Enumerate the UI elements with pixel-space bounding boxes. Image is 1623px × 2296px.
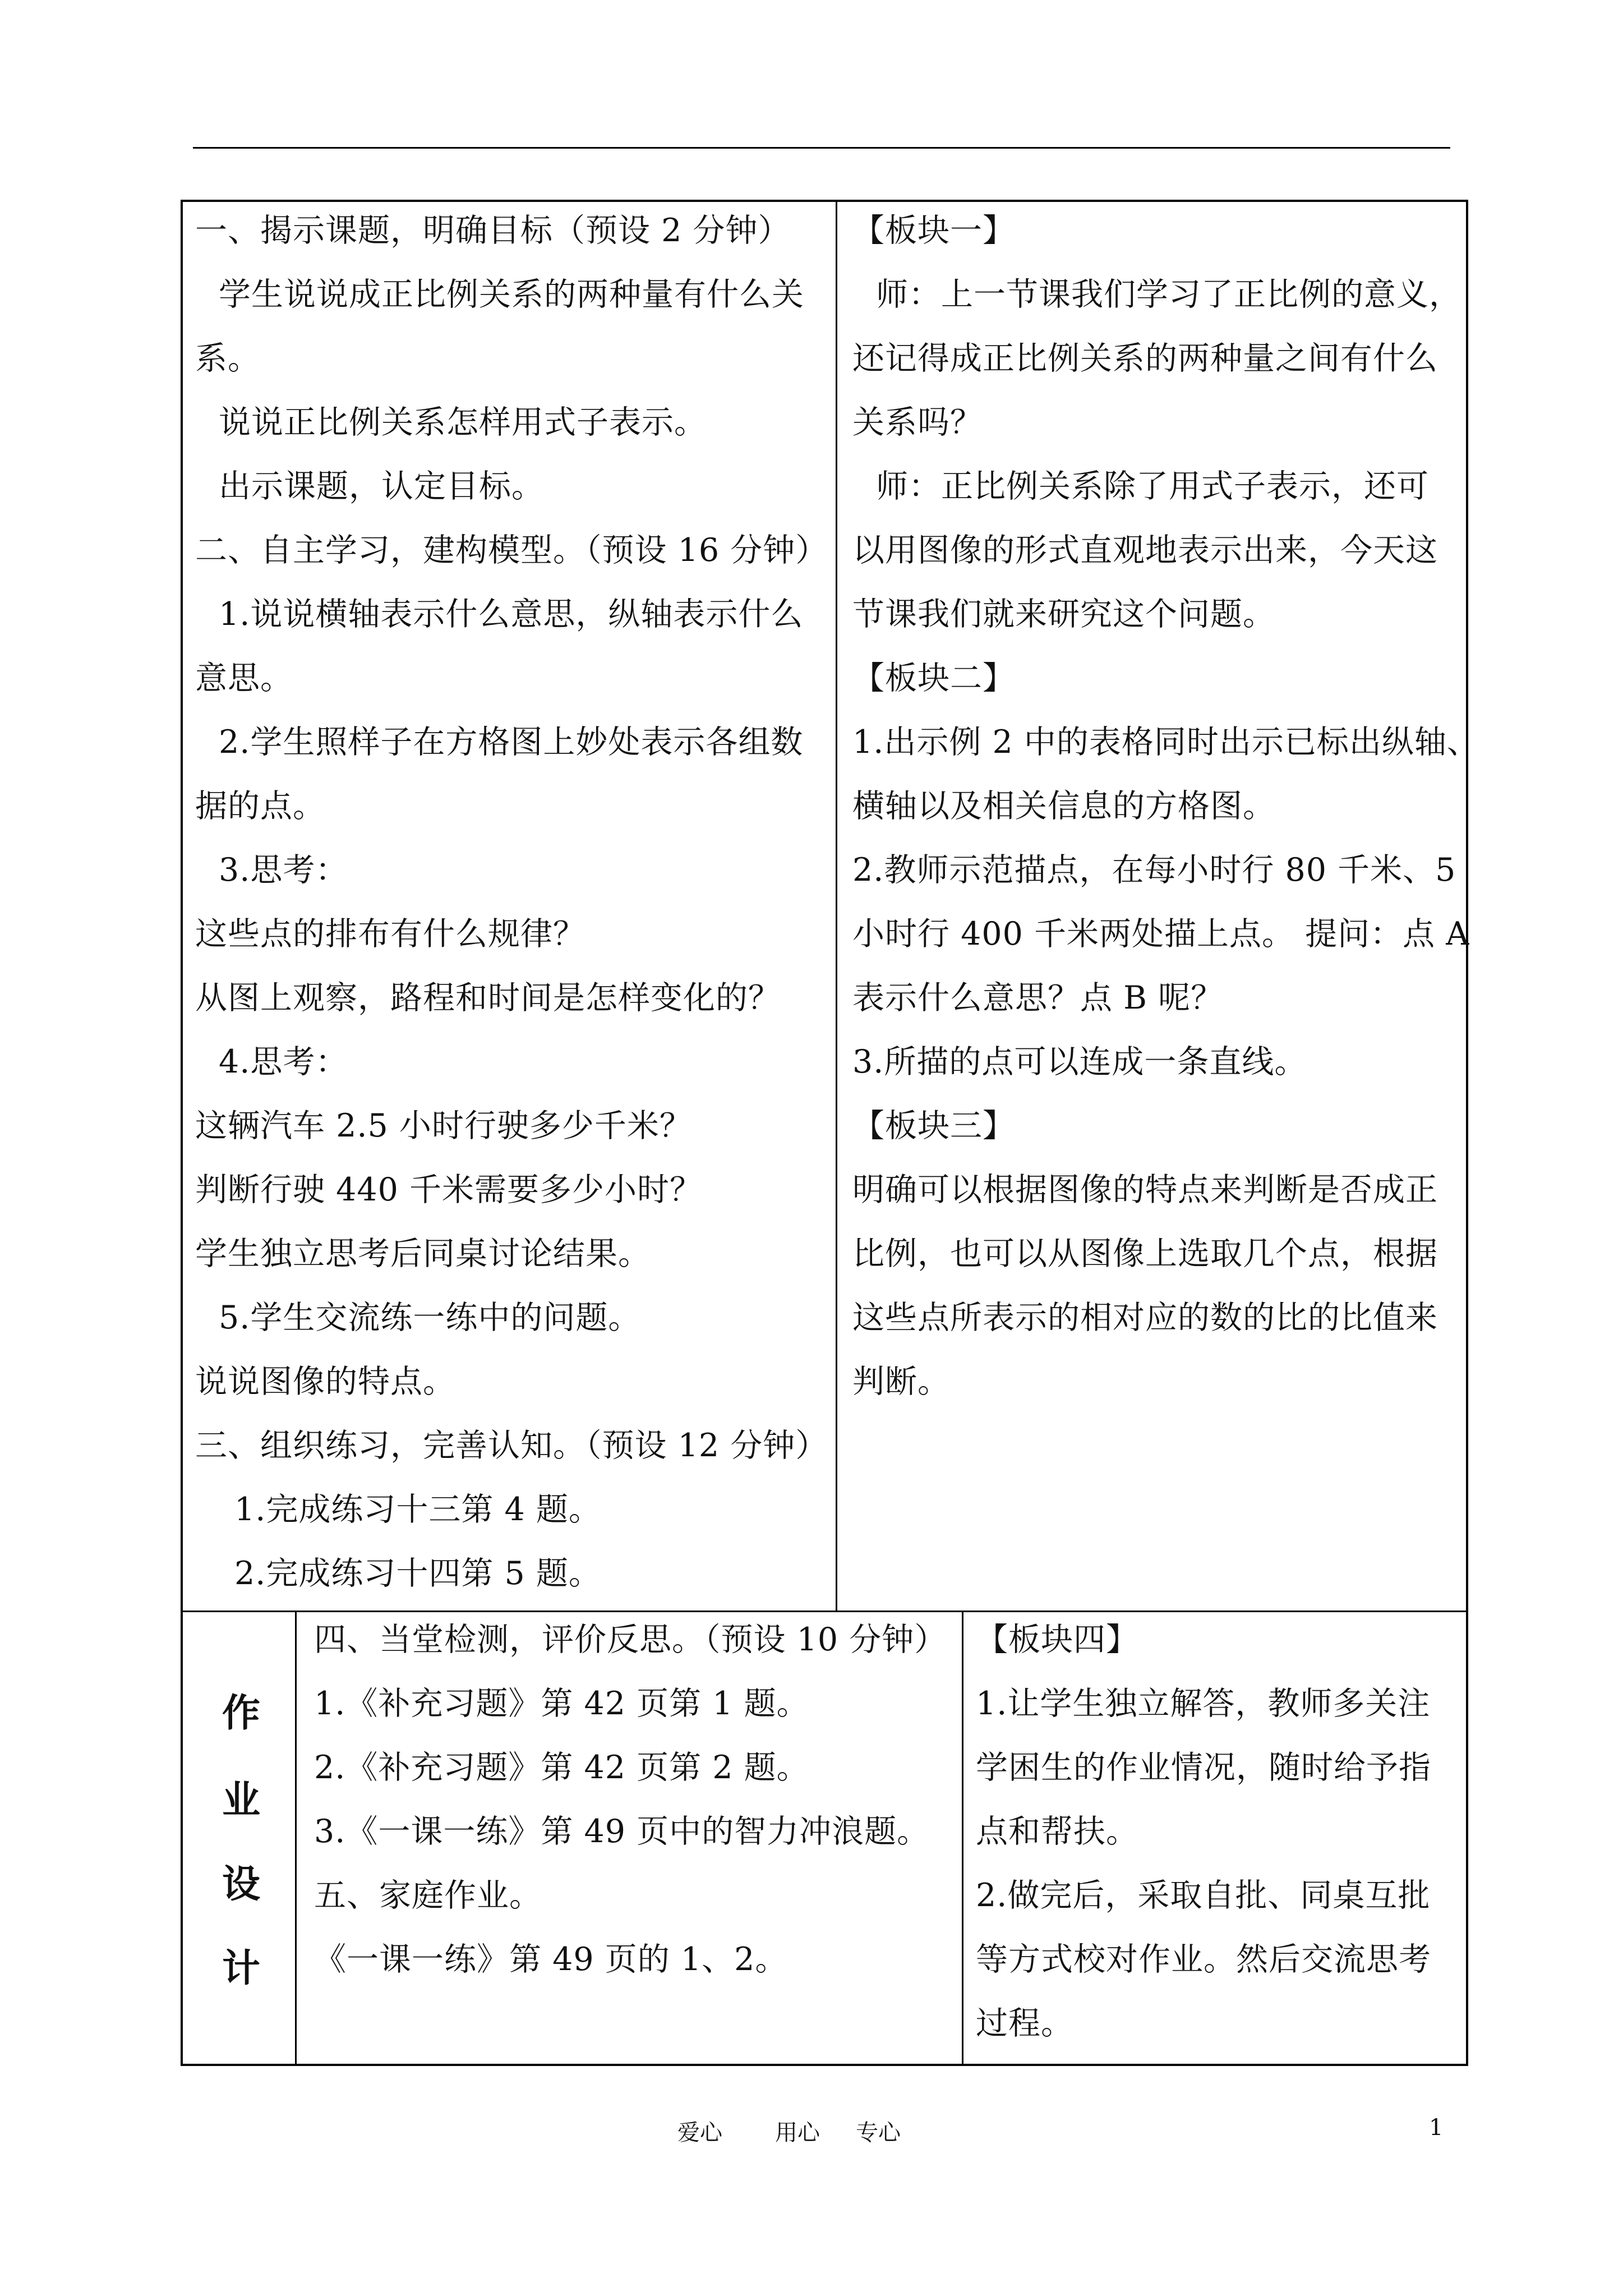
text-line: 判断行驶 440 千米需要多少小时？ — [195, 1171, 703, 1208]
text-line: 《一课一练》第 49 页的 1、2。 — [314, 1941, 788, 1978]
text-line: 师：正比例关系除了用式子表示，还可 — [876, 468, 1429, 505]
text-line: 出示课题，认定目标。 — [219, 468, 544, 505]
footer-motto-3: 专心 — [856, 2120, 901, 2146]
text-line: 点和帮扶。 — [976, 1813, 1138, 1850]
text-line: 学生独立思考后同桌讨论结果。 — [195, 1235, 651, 1272]
homework-label-char: 计 — [222, 1946, 260, 1991]
text-line: 4.思考： — [219, 1043, 348, 1080]
text-line: 3.所描的点可以连成一条直线。 — [852, 1043, 1307, 1080]
homework-label-char: 作 — [222, 1691, 260, 1736]
text-line: 说说图像的特点。 — [195, 1363, 455, 1400]
text-line: 节课我们就来研究这个问题。 — [852, 596, 1275, 633]
text-line: 1.说说横轴表示什么意思，纵轴表示什么 — [219, 596, 804, 633]
text-line: 这辆汽车 2.5 小时行驶多少千米？ — [195, 1107, 692, 1144]
text-line: 过程。 — [976, 2005, 1073, 2042]
header-rule — [193, 147, 1450, 149]
text-line: 1.出示例 2 中的表格同时出示已标出纵轴、 — [852, 724, 1479, 761]
text-line: 2.学生照样子在方格图上妙处表示各组数 — [219, 724, 804, 761]
text-line: 3.思考： — [219, 852, 348, 889]
text-line: 这些点的排布有什么规律？ — [195, 915, 585, 953]
text-line: 这些点所表示的相对应的数的比的比值来 — [852, 1299, 1438, 1336]
text-line: 意思。 — [195, 660, 293, 697]
text-line: 说说正比例关系怎样用式子表示。 — [219, 404, 707, 441]
block-heading: 【板块一】 — [852, 212, 1015, 249]
text-line: 系。 — [195, 340, 260, 377]
top-column-divider — [836, 201, 837, 1611]
text-line: 5.学生交流练一练中的问题。 — [219, 1299, 641, 1336]
text-line: 判断。 — [852, 1363, 950, 1400]
section-heading: 四、当堂检测，评价反思。（预设 10 分钟） — [314, 1621, 947, 1658]
page-number: 1 — [1429, 2115, 1444, 2141]
text-line: 明确可以根据图像的特点来判断是否成正 — [852, 1171, 1438, 1208]
homework-label-char: 业 — [222, 1778, 260, 1823]
text-line: 2.做完后，采取自批、同桌互批 — [976, 1877, 1431, 1914]
text-line: 学困生的作业情况，随时给予指 — [976, 1749, 1431, 1786]
text-line: 横轴以及相关信息的方格图。 — [852, 788, 1275, 825]
text-line: 还记得成正比例关系的两种量之间有什么 — [852, 340, 1438, 377]
top-right-cell — [852, 212, 1479, 1598]
text-line: 1.让学生独立解答，教师多关注 — [976, 1685, 1431, 1722]
text-line: 3.《一课一练》第 49 页中的智力冲浪题。 — [314, 1813, 930, 1850]
section-heading: 三、组织练习，完善认知。（预设 12 分钟） — [195, 1427, 828, 1464]
text-line: 关系吗？ — [852, 404, 983, 441]
block-heading: 【板块二】 — [852, 660, 1015, 697]
text-line: 等方式校对作业。然后交流思考 — [976, 1941, 1431, 1978]
homework-label-char: 设 — [222, 1862, 260, 1907]
section-heading: 五、家庭作业。 — [314, 1877, 542, 1914]
text-line: 学生说说成正比例关系的两种量有什么关 — [219, 276, 804, 313]
footer-motto-2: 用心 — [775, 2120, 820, 2146]
text-line: 2.《补充习题》第 42 页第 2 题。 — [314, 1749, 809, 1786]
top-left-cell — [195, 212, 828, 1598]
homework-middle-cell — [314, 1621, 953, 2053]
section-heading: 二、自主学习，建构模型。（预设 16 分钟） — [195, 532, 828, 569]
homework-right-cell — [976, 1621, 1458, 2053]
text-line: 从图上观察，路程和时间是怎样变化的？ — [195, 979, 781, 1016]
footer-motto-1: 爱心 — [677, 2120, 722, 2146]
text-line: 比例，也可以从图像上选取几个点，根据 — [852, 1235, 1438, 1272]
text-line: 1.完成练习十三第 4 题。 — [234, 1491, 601, 1528]
homework-column-divider — [962, 1611, 963, 2065]
text-line: 2.完成练习十四第 5 题。 — [234, 1555, 601, 1592]
block-heading: 【板块四】 — [976, 1621, 1138, 1658]
text-line: 据的点。 — [195, 788, 325, 825]
section-heading: 一、揭示课题，明确目标（预设 2 分钟） — [195, 212, 791, 249]
text-line: 小时行 400 千米两处描上点。 提问：点 A — [852, 915, 1470, 953]
text-line: 表示什么意思？点 B 呢？ — [852, 979, 1224, 1016]
label-column-divider — [295, 1611, 297, 2065]
text-line: 1.《补充习题》第 42 页第 1 题。 — [314, 1685, 809, 1722]
row-divider — [182, 1611, 1467, 1612]
text-line: 师：上一节课我们学习了正比例的意义， — [876, 276, 1461, 313]
text-line: 2.教师示范描点，在每小时行 80 千米、5 — [852, 852, 1456, 889]
text-line: 以用图像的形式直观地表示出来，今天这 — [852, 532, 1438, 569]
block-heading: 【板块三】 — [852, 1107, 1015, 1144]
